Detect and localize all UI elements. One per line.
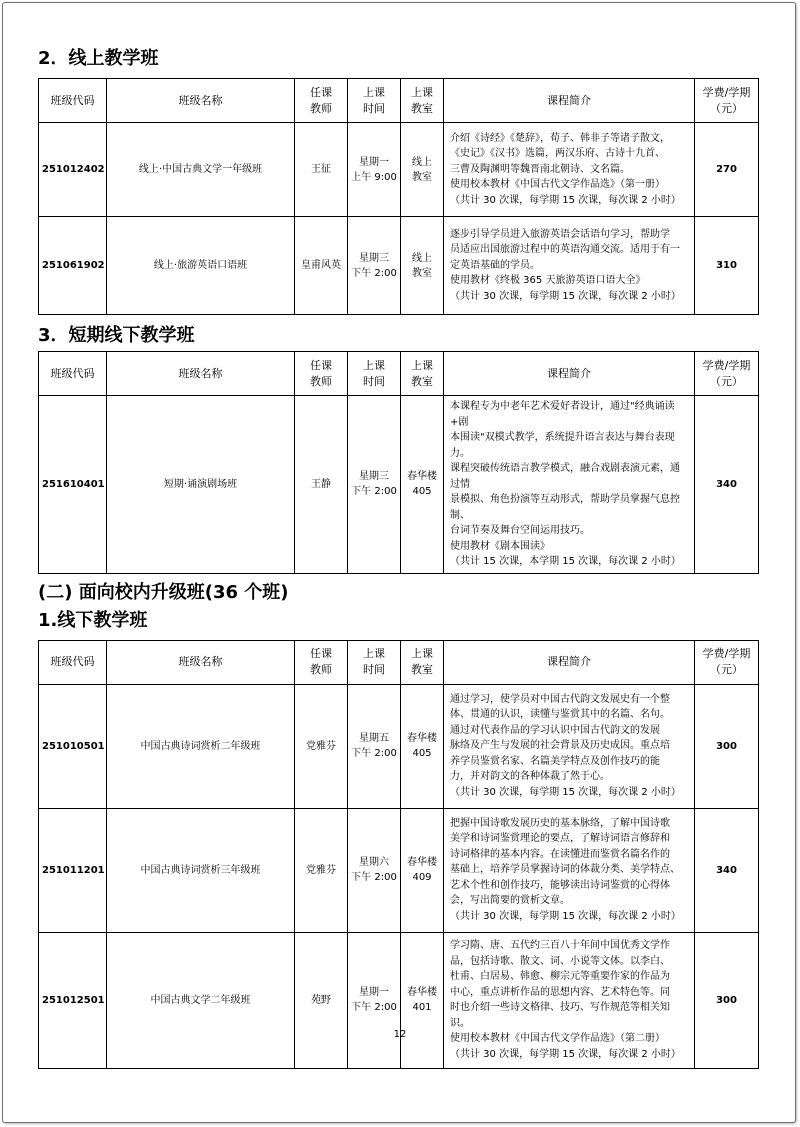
course-description: [444, 932, 695, 1068]
header-room: 上课 教室: [401, 79, 444, 123]
classroom: 线上 教室: [401, 123, 444, 217]
classroom: 春华楼 405: [401, 396, 444, 574]
header-code: 班级代码: [39, 79, 107, 123]
table-header-row: [39, 79, 759, 123]
teacher: 苑野: [295, 932, 348, 1068]
tuition: 300: [695, 932, 759, 1068]
class-name: 中国古典诗词赏析二年级班: [107, 684, 295, 808]
section-heading-offline: [38, 606, 758, 640]
page-number: 12: [393, 1029, 407, 1040]
header-time: 上课 时间: [348, 79, 401, 123]
class-time: 星期三 下午 2:00: [348, 217, 401, 315]
table-row: [39, 396, 759, 574]
teacher: 党雅芬: [295, 808, 348, 932]
header-fee: 学费/学期 （元）: [695, 352, 759, 396]
course-description: [444, 217, 695, 315]
classroom: 春华楼 401: [401, 932, 444, 1068]
classroom: 春华楼 405: [401, 684, 444, 808]
description-text: 把握中国诗歌发展历史的基本脉络，了解中国诗歌 美学和诗词鉴赏理论的要点，了解诗词语言修辞和 诗词格律的基本内容。在读懂进而鉴赏名篇名作的 基础上，培养学员掌握诗词的体裁分类、美学特点、 艺术个性和创作技巧，能够读出诗词鉴赏的心得体 会，写出简要的赏析文章。 （共计 30 次课，每学期 15 次课，每次课 2 小时）: [450, 817, 681, 922]
tuition: 270: [695, 123, 759, 217]
header-room: 上课 教室: [401, 352, 444, 396]
section-heading-online: [38, 40, 758, 78]
header-time: 上课 时间: [348, 352, 401, 396]
header-code: 班级代码: [39, 640, 107, 684]
course-description: [444, 396, 695, 574]
class-name: 线上·旅游英语口语班: [107, 217, 295, 315]
class-time: 星期五 下午 2:00: [348, 684, 401, 808]
online-class-table: [38, 78, 759, 315]
class-code: 251610401: [39, 396, 107, 574]
table-row: [39, 808, 759, 932]
table-row: [39, 217, 759, 315]
table-header-row: [39, 640, 759, 684]
table-row: [39, 123, 759, 217]
class-time: 星期六 下午 2:00: [348, 808, 401, 932]
section-title: (二) 面向校内升级班(36 个班): [38, 581, 289, 603]
header-teacher: 任课 教师: [295, 640, 348, 684]
class-time: 星期一 下午 2:00: [348, 932, 401, 1068]
description-text: 本课程专为中老年艺术爱好者设计，通过"经典诵读+剧 本围读"双模式教学，系统提升语言表达与舞台表现力。 课程突破传统语言教学模式，融合戏剧表演元素，通过情 景模拟、角色扮演等互动形式，帮助学员掌握气息控制、 台词节奏及舞台空间运用技巧。 使用教材《剧本围读》 （共计 15 次课，本学期 15 次课，每次课 2 小时）: [450, 401, 681, 567]
header-name: 班级名称: [107, 79, 295, 123]
header-fee: 学费/学期 （元）: [695, 640, 759, 684]
header-name: 班级名称: [107, 352, 295, 396]
class-code: 251012402: [39, 123, 107, 217]
description-text: 介绍《诗经》《楚辞》，荀子、韩非子等诸子散文， 《史记》《汉书》选篇，两汉乐府、古诗十九首、 三曹及陶渊明等魏晋南北朝诗、文名篇。 使用校本教材《中国古代文学作品选》（第一册） （共计 30 次课，每学期 15 次课，每次课 2 小时）: [450, 132, 681, 206]
course-description: [444, 808, 695, 932]
header-desc: 课程简介: [444, 79, 695, 123]
header-time: 上课 时间: [348, 640, 401, 684]
course-description: [444, 684, 695, 808]
header-fee: 学费/学期 （元）: [695, 79, 759, 123]
header-code: 班级代码: [39, 352, 107, 396]
teacher: 皇甫风英: [295, 217, 348, 315]
table-row: [39, 932, 759, 1068]
class-name: 中国古典文学二年级班: [107, 932, 295, 1068]
teacher: 王静: [295, 396, 348, 574]
description-text: 逐步引导学员进入旅游英语会话语句学习，帮助学 员适应出国旅游过程中的英语沟通交流。适用于有一 定英语基础的学员。 使用教材《终极 365 天旅游英语口语大全》 （共计 30 次课，每学期 15 次课，每次课 2 小时）: [450, 228, 681, 302]
short-class-table: [38, 351, 759, 574]
section-title: 2．线上教学班: [38, 48, 159, 69]
header-name: 班级名称: [107, 640, 295, 684]
class-code: 251010501: [39, 684, 107, 808]
class-time: 星期一 上午 9:00: [348, 123, 401, 217]
table-header-row: [39, 352, 759, 396]
class-name: 线上·中国古典文学一年级班: [107, 123, 295, 217]
course-description: [444, 123, 695, 217]
document-content: [38, 40, 758, 1069]
table-row: [39, 684, 759, 808]
description-text: 学习隋、唐、五代约三百八十年间中国优秀文学作 品，包括诗歌、散文、词、小说等文体。以李白、 杜甫、白居易、韩愈、柳宗元等重要作家的作品为 中心，重点讲析作品的思想内容、艺术特色等。同 时也介绍一些诗文格律、技巧、写作规范等相关知 识。 使用校本教材《中国古代文学作品选》（第二册） （共计 30 次课，每学期 15 次课，每次课 2 小时）: [450, 940, 681, 1060]
description-text: 通过学习，使学员对中国古代韵文发展史有一个整 体、贯通的认识，读懂与鉴赏其中的名篇、名句。 通过对代表作品的学习认识中国古代韵文的发展 脉络及产生与发展的社会背景及历史成因。重点培 养学员鉴赏名家、名篇美学特点及创作技巧的能 力，并对韵文的各种体裁了然于心。 （共计 30 次课，每学期 15 次课，每次课 2 小时）: [450, 693, 681, 798]
teacher: 党雅芬: [295, 684, 348, 808]
section-title: 1.线下教学班: [38, 609, 148, 631]
offline-class-table: [38, 640, 759, 1069]
tuition: 340: [695, 808, 759, 932]
section-heading-short: [38, 315, 758, 351]
tuition: 310: [695, 217, 759, 315]
header-teacher: 任课 教师: [295, 352, 348, 396]
classroom: 线上 教室: [401, 217, 444, 315]
header-desc: 课程简介: [444, 352, 695, 396]
class-code: 251012501: [39, 932, 107, 1068]
header-teacher: 任课 教师: [295, 79, 348, 123]
class-name: 短期·诵演剧场班: [107, 396, 295, 574]
section-heading-upgrade: [38, 574, 758, 606]
tuition: 340: [695, 396, 759, 574]
teacher: 王征: [295, 123, 348, 217]
classroom: 春华楼 409: [401, 808, 444, 932]
header-desc: 课程简介: [444, 640, 695, 684]
tuition: 300: [695, 684, 759, 808]
class-code: 251011201: [39, 808, 107, 932]
header-room: 上课 教室: [401, 640, 444, 684]
class-code: 251061902: [39, 217, 107, 315]
section-title: 3．短期线下教学班: [38, 325, 195, 346]
class-time: 星期三 下午 2:00: [348, 396, 401, 574]
class-name: 中国古典诗词赏析三年级班: [107, 808, 295, 932]
